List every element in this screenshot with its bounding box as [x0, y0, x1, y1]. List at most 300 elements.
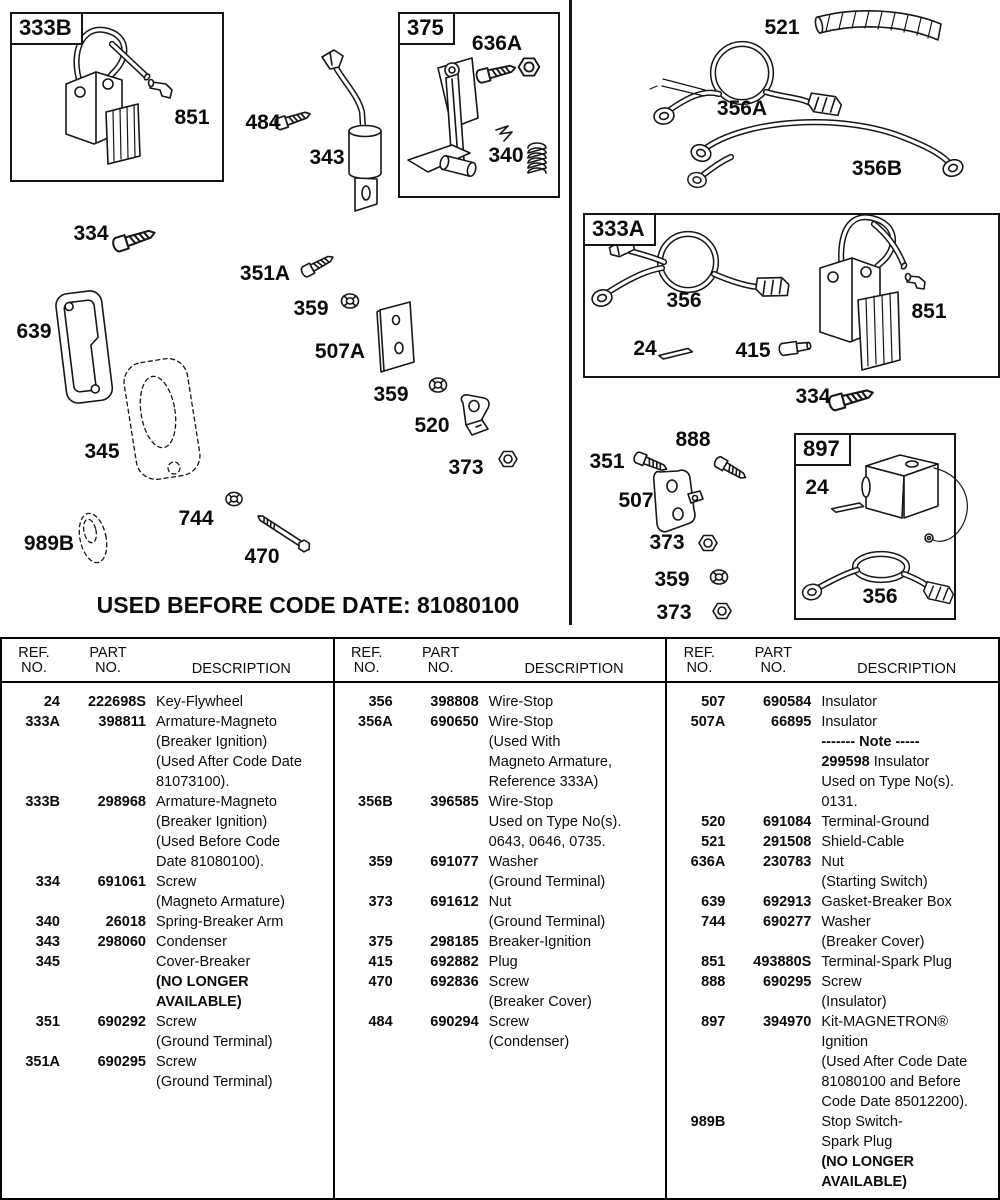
part-no: 690292 [97, 1014, 146, 1030]
part-no: 394970 [762, 1014, 812, 1030]
part-no [393, 912, 479, 932]
part-no [60, 812, 146, 832]
description-text: Screw [488, 1014, 529, 1030]
part-no [393, 732, 479, 752]
callout-box-333A-label: 333A [583, 213, 656, 246]
part-no [393, 992, 479, 1012]
description [489, 852, 538, 872]
part-label-24: 24 [633, 337, 657, 360]
description [156, 1012, 196, 1032]
description-text: (Condenser) [488, 1034, 570, 1050]
part-label-639: 639 [16, 320, 52, 343]
part-label-356B: 356B [851, 157, 903, 180]
part-row-line-359 [335, 852, 666, 872]
part-359-washer-upper-drawing [342, 294, 359, 308]
part-row-line-470 [335, 972, 666, 992]
part-no: 298968 [97, 794, 146, 810]
description [821, 1092, 968, 1112]
part-label-334: 334 [73, 222, 109, 245]
description [156, 1072, 273, 1092]
part-no [60, 832, 146, 852]
description-text: Code Date 85012200). [821, 1094, 969, 1110]
part-label-888: 888 [675, 428, 711, 451]
description-text: 0643, 0646, 0735. [488, 834, 606, 850]
part-label-351: 351 [589, 450, 625, 473]
part-no: 230783 [762, 854, 812, 870]
part-row-line-507A [667, 732, 998, 752]
ref-no [667, 1032, 725, 1052]
part-row-line-343 [2, 932, 333, 952]
description-text: Spark Plug [821, 1134, 893, 1150]
description-text: Washer [488, 854, 539, 870]
part-no: 66895 [771, 714, 812, 730]
description [156, 992, 242, 1012]
description [821, 1012, 948, 1032]
ref-no: 351 [35, 1014, 60, 1030]
description [821, 1052, 967, 1072]
part-label-373: 373 [656, 601, 692, 624]
ref-no: 356B [358, 794, 393, 810]
ref-no [667, 752, 725, 772]
description [489, 712, 553, 732]
description-text: (Breaker Ignition) [156, 734, 268, 750]
part-label-470: 470 [244, 545, 280, 568]
part-no [60, 772, 146, 792]
description [489, 792, 553, 812]
description [821, 1072, 961, 1092]
part-row-line-484 [335, 1032, 666, 1052]
part-row-line-351 [2, 1012, 333, 1032]
ref-no-header: REF. NO. [350, 645, 383, 676]
description-text: Used on Type No(s). [488, 814, 622, 830]
description-text: (Magneto Armature) [156, 894, 285, 910]
ref-no [335, 912, 393, 932]
description [156, 952, 250, 972]
description [489, 932, 591, 952]
part-no [60, 1072, 146, 1092]
ref-no [667, 1092, 725, 1112]
ref-no [2, 972, 60, 992]
description [489, 772, 599, 792]
description [821, 792, 857, 812]
part-no: 690295 [762, 974, 812, 990]
part-row-line-636A [667, 852, 998, 872]
description-text: (Used After Code Date [821, 1054, 968, 1070]
part-521-shield-cable-drawing [814, 11, 941, 40]
ref-no [667, 792, 725, 812]
ref-no [2, 832, 60, 852]
ref-no: 356A [358, 714, 393, 730]
description [489, 872, 606, 892]
callout-box-897-label: 897 [794, 433, 851, 466]
ref-no: 415 [368, 954, 393, 970]
ref-no [335, 832, 393, 852]
part-no [393, 772, 479, 792]
part-no: 690295 [97, 1054, 146, 1070]
part-345-cover-drawing [121, 356, 203, 483]
ref-no [335, 1032, 393, 1052]
description-text: 0131. [821, 794, 858, 810]
ref-no: 521 [701, 834, 726, 850]
description [821, 772, 954, 792]
ref-no [2, 852, 60, 872]
code-date-note: USED BEFORE CODE DATE: 81080100 [96, 592, 520, 618]
part-label-373: 373 [649, 531, 685, 554]
description [156, 852, 264, 872]
ref-no [667, 1172, 725, 1192]
part-row-line-333A [2, 772, 333, 792]
part-no: 298060 [97, 934, 146, 950]
ref-no [2, 752, 60, 772]
part-row-line-356B [335, 812, 666, 832]
description [489, 1032, 570, 1052]
ref-no [667, 1152, 725, 1172]
description-text: 299598 [821, 754, 870, 770]
description-text: (Breaker Cover) [821, 934, 925, 950]
part-label-359: 359 [293, 297, 329, 320]
part-row-line-415 [335, 952, 666, 972]
part-row-line-897 [667, 1072, 998, 1092]
description-text: AVAILABLE) [821, 1174, 907, 1190]
part-row-line-334 [2, 872, 333, 892]
part-no [393, 872, 479, 892]
ref-no [335, 872, 393, 892]
description-text: Cover-Breaker [156, 954, 251, 970]
part-no: 690650 [430, 714, 479, 730]
part-row-line-373 [335, 912, 666, 932]
part-row-line-375 [335, 932, 666, 952]
description [156, 732, 267, 752]
ref-no: 334 [35, 874, 60, 890]
part-row-line-507 [667, 692, 998, 712]
description-text: Date 81080100). [156, 854, 265, 870]
callout-box-375-label: 375 [398, 12, 455, 45]
description-text: Terminal-Ground [821, 814, 930, 830]
part-507-insulator-drawing [654, 470, 703, 531]
ref-no: 24 [43, 694, 60, 710]
part-no: 398811 [98, 714, 146, 730]
description-header: DESCRIPTION [191, 661, 291, 677]
description [156, 1032, 273, 1052]
description-text: Plug [488, 954, 518, 970]
description-text: Key-Flywheel [156, 694, 244, 710]
part-888-screw-drawing [713, 455, 748, 482]
part-row-line-351A [2, 1072, 333, 1092]
description [821, 712, 877, 732]
ref-no: 897 [701, 1014, 726, 1030]
ref-no: 345 [35, 954, 60, 970]
part-no: 692836 [430, 974, 479, 990]
part-row-line-897 [667, 1032, 998, 1052]
part-row-line-333A [2, 732, 333, 752]
parts-table-column-3 [667, 683, 998, 1199]
description-text: Gasket-Breaker Box [821, 894, 952, 910]
part-row-line-333B [2, 812, 333, 832]
ref-no: 851 [701, 954, 726, 970]
part-label-24: 24 [805, 476, 829, 499]
part-no: 396585 [430, 794, 479, 810]
ref-no [667, 772, 725, 792]
description-text: Spring-Breaker Arm [156, 914, 284, 930]
part-label-356: 356 [666, 289, 702, 312]
description [156, 792, 277, 812]
part-label-507: 507 [618, 489, 654, 512]
description [821, 752, 929, 772]
part-label-356A: 356A [716, 97, 768, 120]
part-row-line-744 [667, 912, 998, 932]
part-row-line-373 [335, 892, 666, 912]
description-text: Insulator [821, 694, 877, 710]
part-label-345: 345 [84, 440, 120, 463]
part-no: 398808 [430, 694, 479, 710]
part-989B-stop-switch-drawing [75, 511, 111, 565]
description-text: Washer [821, 914, 871, 930]
part-no [725, 932, 811, 952]
description-text: Screw [156, 1014, 197, 1030]
header-col-2 [335, 639, 668, 681]
description-text: AVAILABLE) [156, 994, 242, 1010]
part-label-359: 359 [654, 568, 690, 591]
part-no [725, 772, 811, 792]
description [156, 1052, 196, 1072]
part-row-line-989B [667, 1112, 998, 1132]
ref-no [667, 732, 725, 752]
part-row-line-333B [2, 852, 333, 872]
description [156, 772, 229, 792]
part-no [725, 1112, 811, 1132]
description-text: (Breaker Ignition) [156, 814, 268, 830]
description-text: Screw [156, 1054, 197, 1070]
ref-no [667, 932, 725, 952]
ref-no: 333A [25, 714, 60, 730]
part-no: 26018 [105, 914, 146, 930]
part-row-line-888 [667, 992, 998, 1012]
description [489, 732, 561, 752]
description-text: (Breaker Cover) [488, 994, 592, 1010]
description-text: Nut [821, 854, 844, 870]
ref-no: 520 [701, 814, 726, 830]
description-text: Screw [821, 974, 862, 990]
part-334-screw-left-drawing [112, 226, 157, 253]
description [821, 1112, 902, 1132]
ref-no [667, 1132, 725, 1152]
part-row-line-744 [667, 932, 998, 952]
ref-no: 340 [35, 914, 60, 930]
part-no [725, 1132, 811, 1152]
description-text: (NO LONGER [821, 1154, 914, 1170]
part-no [725, 752, 811, 772]
part-507A-insulator-drawing [377, 302, 414, 372]
part-row-line-484 [335, 1012, 666, 1032]
description-text: Armature-Magneto [156, 794, 277, 810]
part-520-terminal-drawing [461, 395, 489, 435]
ref-no [2, 992, 60, 1012]
description [821, 892, 952, 912]
ref-no: 639 [701, 894, 726, 910]
part-row-line-888 [667, 972, 998, 992]
description-text: Insulator [869, 754, 930, 770]
description-text: Kit-MAGNETRON® [821, 1014, 949, 1030]
part-label-343: 343 [309, 146, 345, 169]
callout-box-333B [10, 12, 224, 182]
part-row-line-897 [667, 1052, 998, 1072]
parts-table-column-1 [2, 683, 335, 1199]
part-row-line-345 [2, 952, 333, 972]
part-359-washer-lower-drawing [430, 378, 447, 392]
ref-no [2, 892, 60, 912]
ref-no-header: REF. NO. [683, 645, 716, 676]
part-no [725, 1052, 811, 1072]
part-row-line-356A [335, 752, 666, 772]
description [821, 1172, 907, 1192]
description [156, 912, 283, 932]
description [156, 752, 302, 772]
part-no: 291508 [762, 834, 812, 850]
ref-no: 356 [368, 694, 393, 710]
description [156, 972, 249, 992]
part-row-line-333B [2, 832, 333, 852]
part-no-header: PART NO. [89, 645, 127, 676]
part-373-nut-left-drawing [499, 452, 517, 467]
description [489, 692, 553, 712]
part-label-356: 356 [862, 585, 898, 608]
part-no [725, 792, 811, 812]
description-text: (Used With [488, 734, 561, 750]
description [821, 832, 904, 852]
description [821, 872, 927, 892]
part-no [60, 992, 146, 1012]
ref-no [335, 732, 393, 752]
part-row-line-351 [2, 1032, 333, 1052]
description [821, 992, 886, 1012]
part-row-line-356A [335, 712, 666, 732]
description-text: Condenser [156, 934, 227, 950]
description [156, 832, 280, 852]
part-row-line-507A [667, 712, 998, 732]
part-label-989B: 989B [23, 532, 75, 555]
part-row-line-333B [2, 792, 333, 812]
part-no: 692913 [762, 894, 812, 910]
part-row-line-356B [335, 832, 666, 852]
description-text: 81080100 and Before [821, 1074, 961, 1090]
ref-no: 507A [690, 714, 726, 730]
part-no [725, 1072, 811, 1092]
description [489, 972, 529, 992]
description-text: Used on Type No(s). [821, 774, 955, 790]
description-text: Shield-Cable [821, 834, 905, 850]
description-text: Reference 333A) [488, 774, 599, 790]
part-label-520: 520 [414, 414, 450, 437]
part-no [725, 1092, 811, 1112]
part-no [60, 852, 146, 872]
part-no [60, 952, 146, 972]
part-label-351A: 351A [239, 262, 291, 285]
part-no-header: PART NO. [422, 645, 460, 676]
description [821, 812, 929, 832]
description-text: (Ground Terminal) [488, 914, 606, 930]
part-no: 691084 [762, 814, 812, 830]
description-text: Wire-Stop [488, 694, 554, 710]
part-row-line-520 [667, 812, 998, 832]
part-label-636A: 636A [471, 32, 523, 55]
description [489, 992, 592, 1012]
part-label-851: 851 [174, 106, 210, 129]
description [821, 912, 870, 932]
ref-no: 351A [25, 1054, 60, 1070]
description [156, 892, 285, 912]
part-row-line-333A [2, 752, 333, 772]
part-row-line-639 [667, 892, 998, 912]
description-text: (NO LONGER [156, 974, 249, 990]
description-text: Magneto Armature, [488, 754, 612, 770]
part-row-line-356A [335, 772, 666, 792]
description-text: ------- Note ----- [821, 734, 920, 750]
part-no: 690277 [762, 914, 812, 930]
part-no: 691061 [97, 874, 146, 890]
part-359-washer-right-drawing [711, 570, 728, 584]
part-no: 691077 [430, 854, 479, 870]
description [489, 752, 612, 772]
part-no [725, 992, 811, 1012]
parts-table [0, 637, 1000, 1200]
part-no [393, 812, 479, 832]
ref-no: 888 [701, 974, 726, 990]
part-639-gasket-drawing [55, 290, 114, 405]
parts-table-column-2 [335, 683, 668, 1199]
part-356B-wire-drawing [687, 122, 965, 189]
parts-table-header [2, 639, 998, 683]
part-373-nut-upper-drawing [699, 536, 717, 551]
part-no [60, 1032, 146, 1052]
part-row-line-989B [667, 1172, 998, 1192]
part-row-line-989B [667, 1152, 998, 1172]
part-label-851: 851 [911, 300, 947, 323]
part-row-line-334 [2, 892, 333, 912]
description-text: Terminal-Spark Plug [821, 954, 952, 970]
part-row-line-356A [335, 732, 666, 752]
part-343-condenser-drawing [322, 50, 381, 211]
description [821, 952, 952, 972]
part-no [725, 1032, 811, 1052]
ref-no: 989B [690, 1114, 726, 1130]
part-row-line-359 [335, 872, 666, 892]
description [489, 1012, 529, 1032]
part-no [725, 1172, 811, 1192]
description-text: Screw [156, 874, 197, 890]
description-text: Stop Switch- [821, 1114, 903, 1130]
ref-no: 333B [25, 794, 60, 810]
description [156, 712, 277, 732]
description-text: (Used Before Code [156, 834, 281, 850]
section-divider-line [569, 0, 572, 625]
part-row-line-356 [335, 692, 666, 712]
ref-no [335, 752, 393, 772]
part-no [725, 872, 811, 892]
parts-table-body [2, 683, 998, 1199]
description-text: (Ground Terminal) [156, 1034, 273, 1050]
part-no [725, 732, 811, 752]
description [156, 692, 243, 712]
part-no [60, 972, 146, 992]
ref-no [335, 812, 393, 832]
part-row-line-340 [2, 912, 333, 932]
part-row-line-470 [335, 992, 666, 1012]
description-text: Wire-Stop [488, 714, 554, 730]
part-label-744: 744 [178, 507, 214, 530]
part-744-washer-drawing [226, 492, 242, 505]
part-label-340: 340 [488, 144, 524, 167]
part-no [60, 892, 146, 912]
